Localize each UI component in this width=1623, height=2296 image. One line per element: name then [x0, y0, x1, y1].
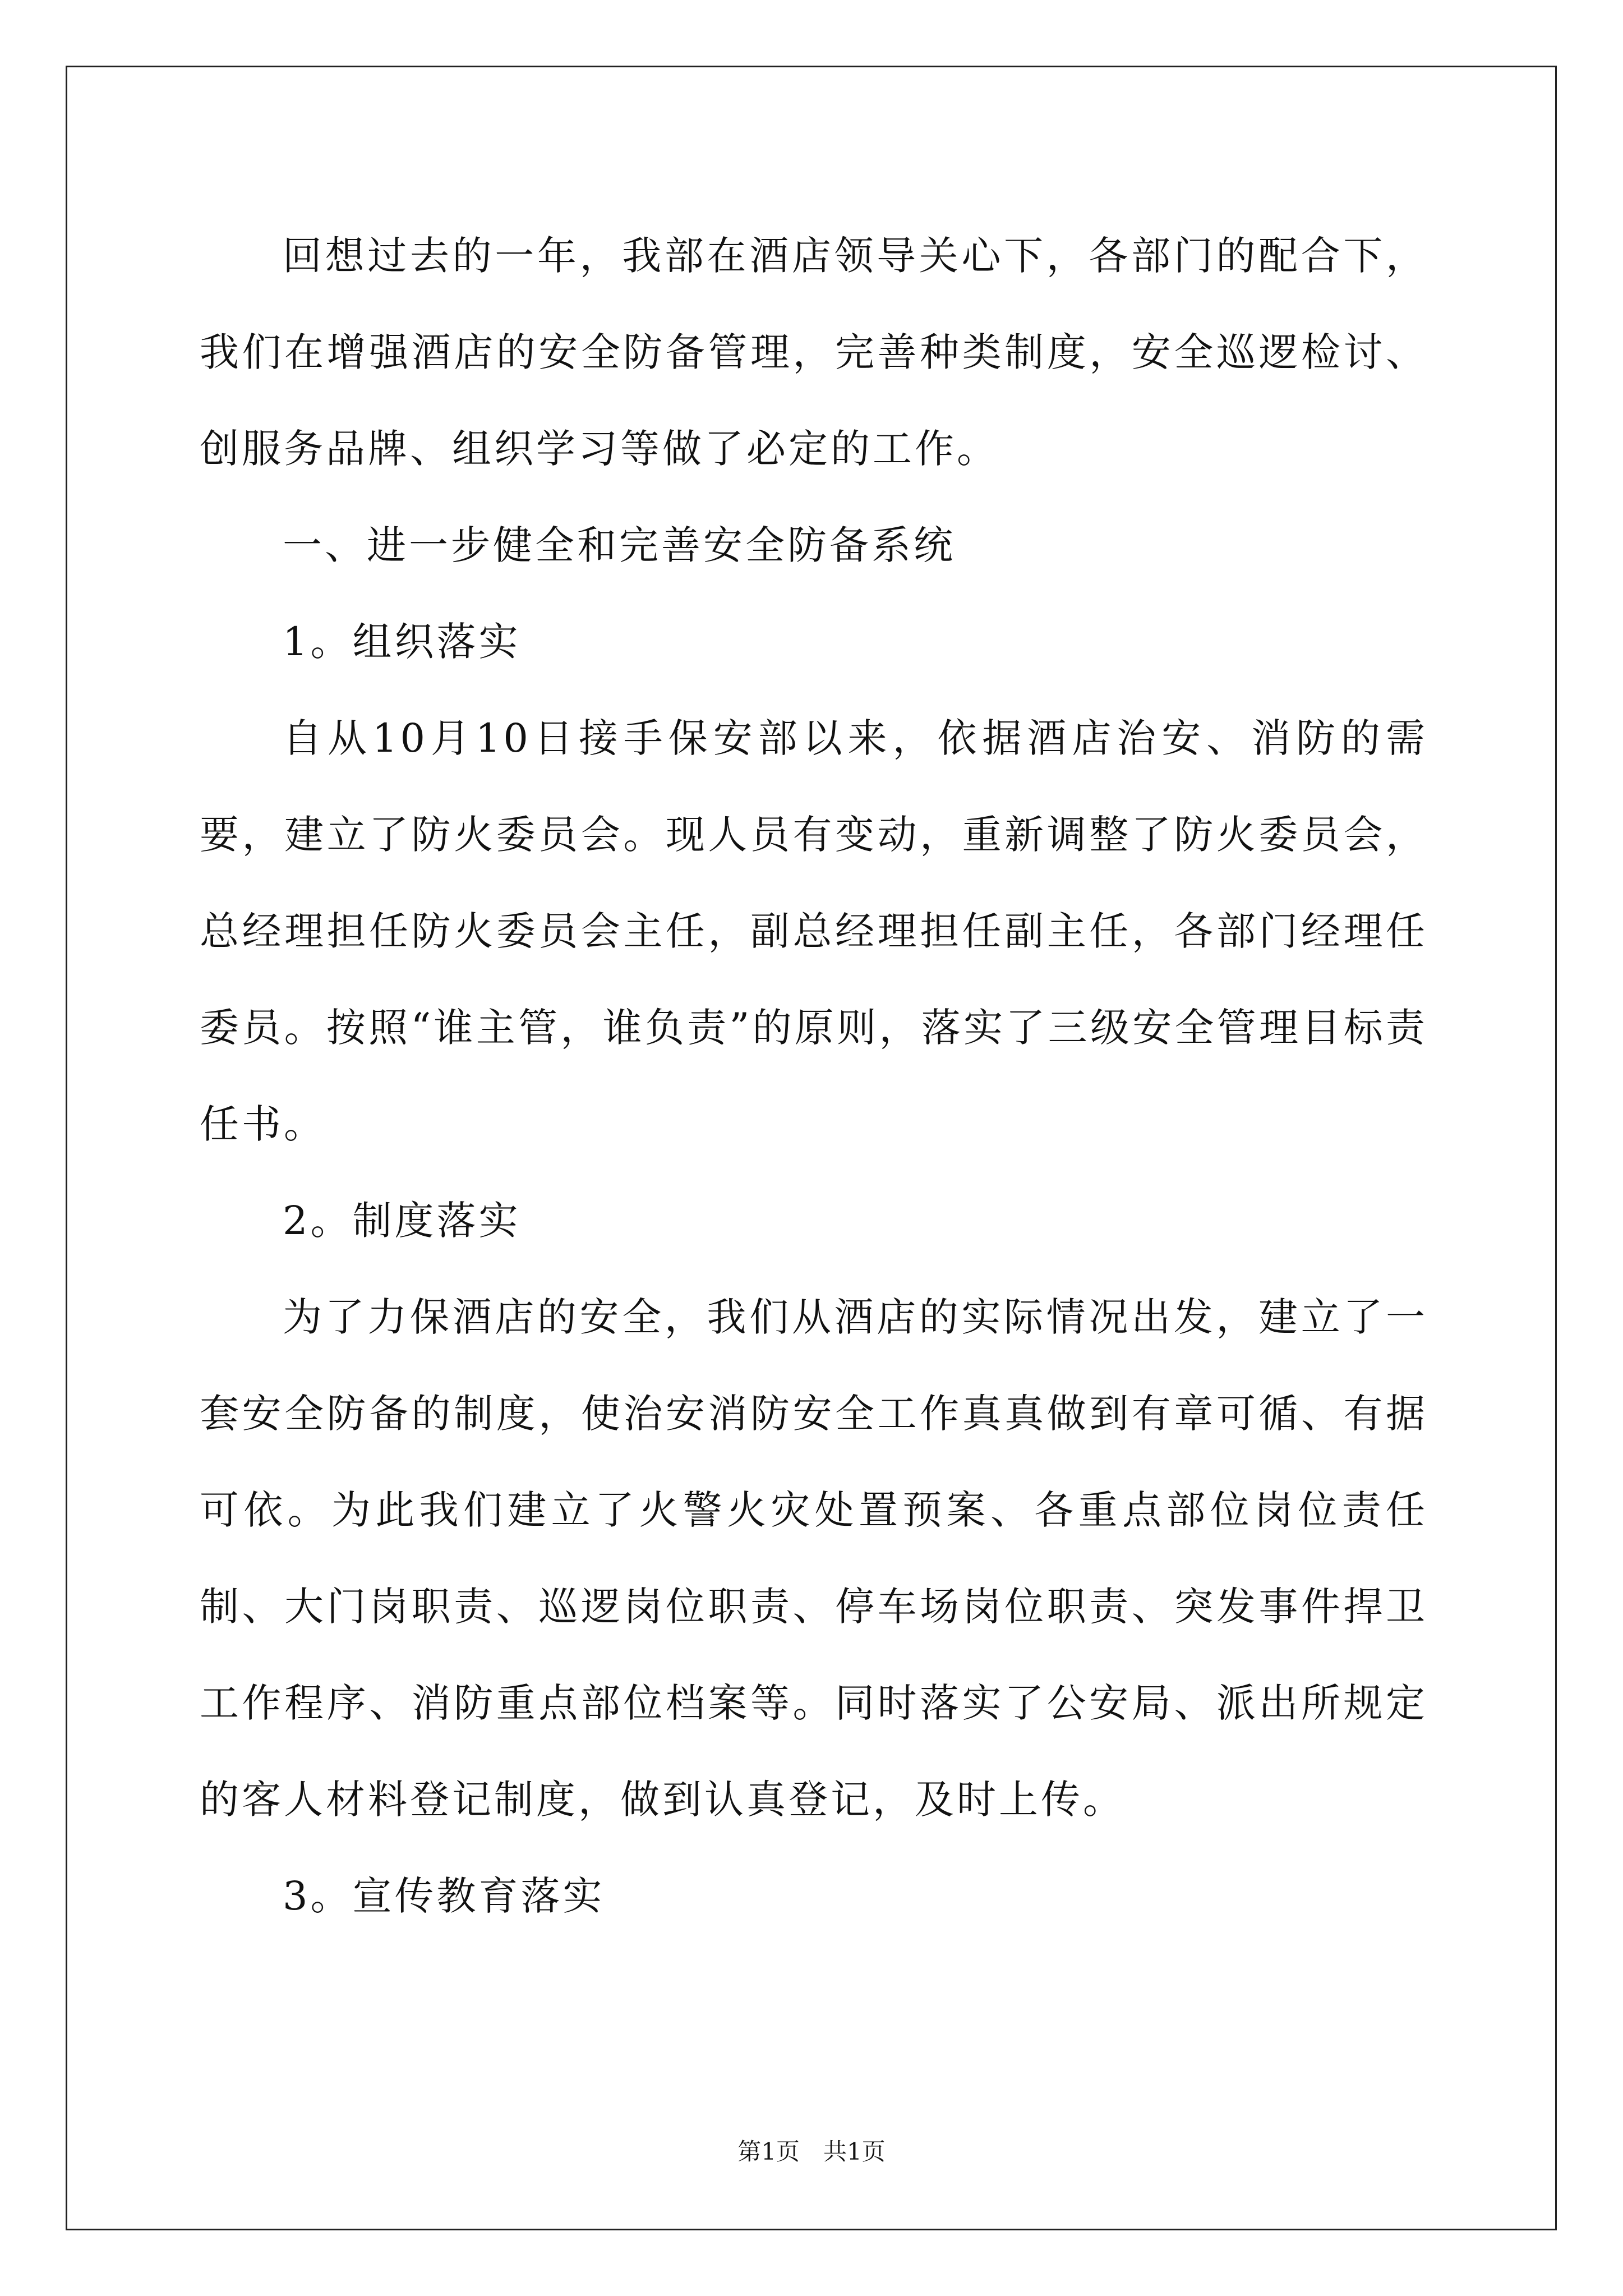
paragraph-system: 为了力保酒店的安全，我们从酒店的实际情况出发，建立了一套安全防备的制度，使治安消防安全工作真真做到有章可循、有据可依。为此我们建立了火警火灾处置预案、各重点部位岗位责任制、大门岗职责、巡逻岗位职责、停车场岗位职责、突发事件捍卫工作程序、消防重点部位档案等。同时落实了公安局、派出所规定的客人材料登记制度，做到认真登记，及时上传。	[200, 1294, 1428, 1823]
heading-item-3: 3。宣传教育落实	[283, 1873, 605, 1919]
document-body	[200, 208, 1428, 1944]
paragraph-intro: 回想过去的一年，我部在酒店领导关心下，各部门的配合下，我们在增强酒店的安全防备管理，完善种类制度，安全巡逻检讨、创服务品牌、组织学习等做了必定的工作。	[200, 233, 1428, 472]
heading-item-2: 2。制度落实	[283, 1198, 521, 1244]
heading-item-1: 1。组织落实	[283, 619, 521, 665]
heading-section-1: 一、进一步健全和完善安全防备系统	[283, 522, 956, 568]
page-footer: 第1页 共1页	[737, 2138, 886, 2165]
paragraph-organization: 自从10月10日接手保安部以来，依据酒店治安、消防的需要，建立了防火委员会。现人员有变动，重新调整了防火委员会，总经理担任防火委员会主任，副总经理担任副主任，各部门经理任委员。按照“谁主管，谁负责”的原则，落实了三级安全管理目标责任书。	[200, 715, 1428, 1147]
